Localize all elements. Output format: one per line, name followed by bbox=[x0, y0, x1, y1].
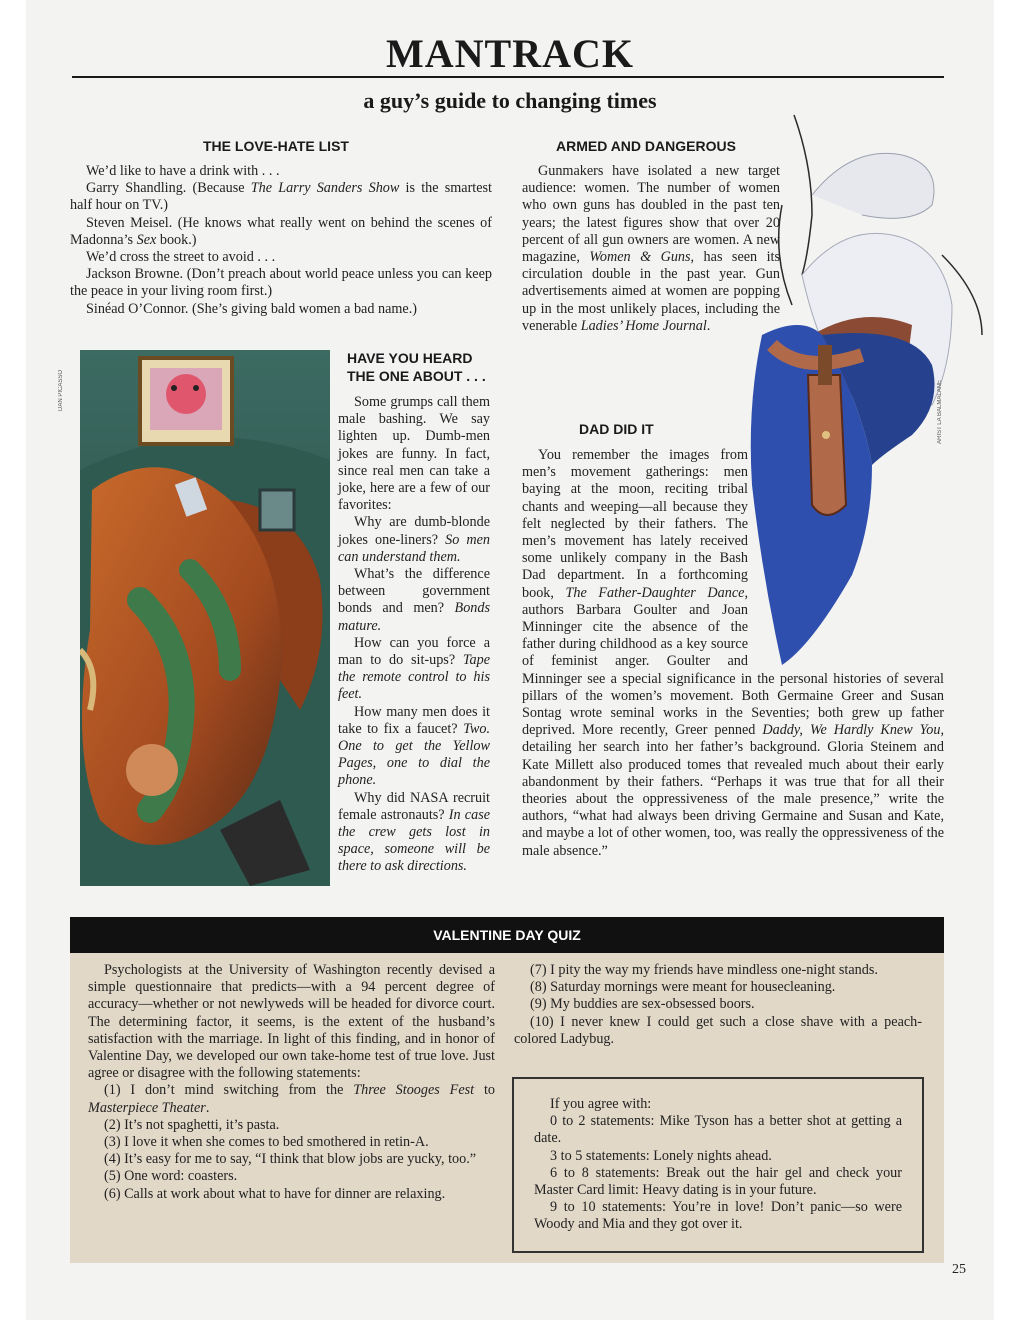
journal-title: Ladies’ Home Journal bbox=[580, 317, 707, 334]
love-hate-line: Jackson Browne. (Don’t preach about world peace unless you can keep the peace in your living room first.) bbox=[70, 266, 492, 300]
dad-heading: DAD DID IT bbox=[579, 421, 654, 437]
heading-line: THE ONE ABOUT . . . bbox=[347, 368, 486, 384]
quiz-item-text: to bbox=[474, 1082, 495, 1099]
answer-line: 9 to 10 statements: You’re in love! Don’t panic—so were Woody and Mia and they got over it. bbox=[534, 1199, 902, 1233]
answer-line: 0 to 2 statements: Mike Tyson has a better shot at getting a date. bbox=[534, 1113, 902, 1147]
armed-text-b: , has seen its circulation double in the past year. Gun advertisements aimed at women are popping up in the most unlikely places, including the venerable bbox=[522, 249, 781, 334]
have-you-heard-heading bbox=[347, 349, 486, 385]
joke-question: What’s the difference between government bonds and men? bbox=[338, 566, 490, 617]
joke-answer: In case the crew gets lost in space, someone will be there to ask directions. bbox=[338, 806, 491, 875]
dad-text-c: , detailing her search into her father’s background. Gloria Steinem and Kate Millett also produced tomes that revealed much about their early abandonment by their fathers. “Perhaps it was true that for all their theories about the oppressiveness of the male presence,” write the authors, “what had always been driving Germaine and Susan and Kate, and maybe a lot of other women, too, was really the oppressiveness of the male absence.” bbox=[522, 722, 944, 859]
armed-text-a: Gunmakers have isolated a new target audience: women. The number of women who own guns has doubled in the past ten years; the latest figures show that over 20 percent of all gun owners are women. A new magazine, bbox=[522, 163, 780, 266]
joke-question: How many men does it take to fix a faucet? bbox=[338, 703, 490, 737]
joke bbox=[338, 704, 490, 790]
quiz-item: (6) Calls at work about what to have for dinner are relaxing. bbox=[104, 1185, 446, 1202]
magazine-title: Women & Guns bbox=[589, 249, 691, 266]
love-hate-line: Steven Meisel. (He knows what really went on behind the scenes of Madonna’s Sex book.) bbox=[70, 214, 492, 248]
text-wrap-spacer bbox=[748, 447, 944, 670]
title-rule bbox=[72, 76, 944, 78]
answer-line: If you agree with: bbox=[550, 1096, 652, 1112]
jokes-column bbox=[338, 394, 490, 876]
joke-answer: Tape the remote control to his feet. bbox=[338, 652, 490, 703]
answer-line: 3 to 5 statements: Lonely nights ahead. bbox=[550, 1147, 772, 1164]
love-hate-line: Garry Shandling. (Because The Larry Sanders Show is the smartest half hour on TV.) bbox=[70, 180, 492, 214]
quiz-right-column bbox=[514, 962, 922, 1048]
love-hate-line: We’d cross the street to avoid . . . bbox=[86, 249, 276, 266]
quiz-heading: VALENTINE DAY QUIZ bbox=[70, 917, 944, 953]
book-title-2: Daddy, We Hardly Knew You bbox=[762, 722, 941, 739]
quiz-item: (7) I pity the way my friends have mindless one-night stands. bbox=[530, 962, 878, 978]
joke-question: Why did NASA recruit female astronauts? bbox=[338, 789, 490, 823]
love-hate-line: We’d like to have a drink with . . . bbox=[86, 163, 280, 179]
answer-line: 6 to 8 statements: Break out the hair gel and check your Master Card limit: Heavy dating is in your future. bbox=[534, 1164, 902, 1199]
joke-answer: Bonds mature. bbox=[338, 600, 491, 634]
love-hate-heading: THE LOVE-HATE LIST bbox=[203, 138, 349, 154]
page-subtitle: a guy’s guide to changing times bbox=[363, 88, 657, 113]
quiz-item: (3) I love it when she comes to bed smothered in retin-A. bbox=[104, 1134, 429, 1151]
jokes-intro: Some grumps call them male bashing. We say lighten up. Dumb-men jokes are funny. In fact, since real men can take a joke, here are a few of our favorites: bbox=[338, 394, 490, 514]
book-title: The Father-Daughter Dance bbox=[565, 584, 745, 601]
quiz-item: (10) I never knew I could get such a close shave with a peach-colored Ladybug. bbox=[514, 1013, 922, 1047]
armed-text bbox=[522, 163, 780, 335]
armed-text-c: . bbox=[706, 317, 711, 334]
joke-answer: Two. One to get the Yellow Pages, one to dial the phone. bbox=[338, 720, 491, 789]
quiz-left-column bbox=[88, 962, 495, 1203]
quiz-item-text: (1) I don’t mind switching from the bbox=[104, 1082, 354, 1099]
joke bbox=[338, 566, 490, 635]
dad-text-a: You remember the images from men’s movement gatherings: men baying at the moon, reciting tribal chants and weeping—all because they felt neglected by their fathers. The men’s movement has lately received some unlikely company in the Bash Dad department. In a forthcoming book, bbox=[522, 447, 748, 601]
dad-paragraph bbox=[522, 447, 944, 860]
quiz-item-text: . bbox=[205, 1099, 210, 1116]
quiz-intro: Psychologists at the University of Washington recently devised a simple questionnaire that predicts—with a 94 percent degree of accuracy—whether or not newlyweds will be headed for divorce court. The determining factor, it seems, is the extent of the husband’s satisfaction with the marriage. In light of this finding, and in honor of Valentine Day, we developed our own take-home test of true love. Just agree or disagree with the following statements: bbox=[88, 962, 495, 1082]
dad-text-b: , authors Barbara Goulter and Joan Minninger cite the absence of the father during childhood as a key source of feminist anger. Goulter and Minninger see a special significance in the personal histories of several pillars of the women’s movement. Both Germaine Greer and Susan Sontag wrote seminal works in the Seventies; both grew up father deprived. More recently, Greer penned bbox=[522, 584, 944, 739]
joke bbox=[338, 514, 490, 566]
quiz-item: (2) It’s not spaghetti, it’s pasta. bbox=[104, 1116, 280, 1133]
illustration-credit-left: DAN PICASSO bbox=[58, 370, 64, 412]
page-title: MANTRACK bbox=[386, 31, 634, 76]
joke-answer: So men can understand them. bbox=[338, 531, 490, 565]
quiz-item bbox=[88, 1082, 495, 1116]
quiz-answer-box bbox=[512, 1077, 924, 1253]
joke bbox=[338, 790, 490, 876]
love-hate-list bbox=[70, 163, 492, 318]
show-title: Three Stooges Fest bbox=[353, 1082, 475, 1099]
quiz-item: (9) My buddies are sex-obsessed boors. bbox=[530, 996, 755, 1013]
joke bbox=[338, 635, 490, 704]
armed-heading: ARMED AND DANGEROUS bbox=[556, 138, 736, 154]
couch-illustration bbox=[80, 350, 330, 886]
heading-line: HAVE YOU HEARD bbox=[347, 350, 473, 366]
page-number: 25 bbox=[952, 1262, 966, 1277]
quiz-answers bbox=[534, 1096, 902, 1234]
show-title: Masterpiece Theater bbox=[88, 1099, 206, 1116]
quiz-item: (8) Saturday mornings were meant for housecleaning. bbox=[530, 979, 836, 996]
joke-question: Why are dumb-blonde jokes one-liners? bbox=[338, 514, 490, 548]
quiz-item: (4) It’s easy for me to say, “I think that blow jobs are yucky, too.” bbox=[104, 1151, 477, 1168]
joke-question: How can you force a man to do sit-ups? bbox=[338, 634, 490, 669]
armed-paragraph bbox=[522, 163, 780, 335]
love-hate-line: Sinéad O’Connor. (She’s giving bald women a bad name.) bbox=[86, 300, 417, 317]
quiz-item: (5) One word: coasters. bbox=[104, 1168, 238, 1185]
illustration-credit-right: ARIST LA BALMALANE bbox=[937, 380, 943, 444]
